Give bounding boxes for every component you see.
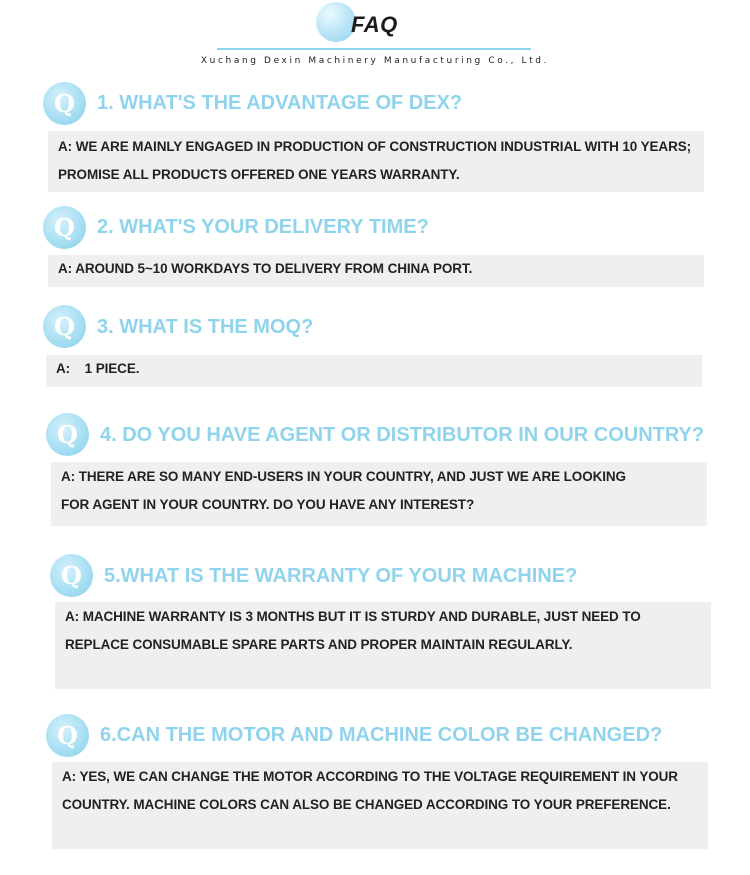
faq-answer-box bbox=[55, 602, 711, 689]
faq-question: 2. WHAT'S YOUR DELIVERY TIME? bbox=[97, 216, 429, 238]
faq-answer: A: YES, WE CAN CHANGE THE MOTOR ACCORDING TO THE VOLTAGE REQUIREMENT IN YOUR COUNTRY. MACHINE COLORS CAN ALSO BE CHANGED ACCORDING TO YOUR PREFERENCE. bbox=[62, 769, 678, 812]
faq-answer: A: THERE ARE SO MANY END-USERS IN YOUR COUNTRY, AND JUST WE ARE LOOKING FOR AGENT IN YOUR COUNTRY. DO YOU HAVE ANY INTEREST? bbox=[61, 469, 626, 512]
company-name: Xuchang Dexin Machinery Manufacturing Co., Ltd. bbox=[200, 56, 550, 66]
q-badge-icon: Q bbox=[43, 82, 86, 125]
faq-answer: A: AROUND 5~10 WORKDAYS TO DELIVERY FROM CHINA PORT. bbox=[58, 261, 473, 276]
faq-question: 3. WHAT IS THE MOQ? bbox=[97, 316, 314, 338]
faq-answer-box bbox=[46, 355, 702, 387]
q-badge-icon: Q bbox=[50, 554, 93, 597]
faq-question: 6.CAN THE MOTOR AND MACHINE COLOR BE CHANGED? bbox=[100, 724, 663, 746]
faq-question: 4. DO YOU HAVE AGENT OR DISTRIBUTOR IN OUR COUNTRY? bbox=[100, 424, 705, 446]
faq-answer: A: MACHINE WARRANTY IS 3 MONTHS BUT IT IS STURDY AND DURABLE, JUST NEED TO REPLACE CONSUMABLE SPARE PARTS AND PROPER MAINTAIN REGULARLY. bbox=[65, 609, 641, 652]
q-badge-icon: Q bbox=[46, 413, 89, 456]
faq-answer: A: 1 PIECE. bbox=[56, 361, 140, 376]
header-divider bbox=[217, 48, 531, 50]
faq-answer: A: WE ARE MAINLY ENGAGED IN PRODUCTION OF CONSTRUCTION INDUSTRIAL WITH 10 YEARS; PROMISE ALL PRODUCTS OFFERED ONE YEARS WARRANTY. bbox=[58, 139, 692, 182]
q-badge-icon: Q bbox=[43, 305, 86, 348]
q-badge-icon: Q bbox=[43, 206, 86, 249]
logo-circle-icon bbox=[316, 2, 356, 42]
faq-answer-box bbox=[51, 462, 707, 526]
faq-answer-box bbox=[48, 131, 704, 192]
faq-header bbox=[0, 0, 750, 80]
q-badge-icon: Q bbox=[46, 714, 89, 757]
page-title: FAQ bbox=[351, 12, 398, 37]
faq-answer-box bbox=[52, 762, 708, 849]
faq-question: 5.WHAT IS THE WARRANTY OF YOUR MACHINE? bbox=[104, 565, 578, 587]
faq-question: 1. WHAT'S THE ADVANTAGE OF DEX? bbox=[97, 92, 463, 114]
faq-answer-box bbox=[48, 255, 704, 287]
